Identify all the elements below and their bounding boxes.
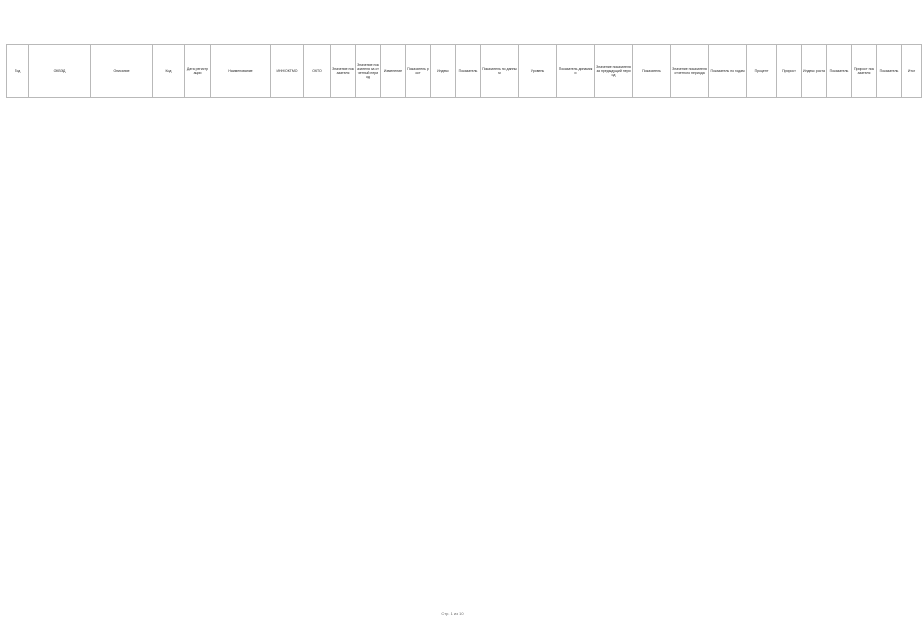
column-header: Наименование	[211, 45, 271, 98]
column-header: Код	[153, 45, 185, 98]
column-header: Показатель динамики	[557, 45, 595, 98]
column-header: Индекс роста	[802, 45, 827, 98]
column-header: Показатель	[827, 45, 852, 98]
column-header: Показатель	[877, 45, 902, 98]
column-header: Значение показателя	[331, 45, 356, 98]
column-header: Прирост	[777, 45, 802, 98]
column-header: Изменение	[381, 45, 406, 98]
column-header: Прирост показателя	[852, 45, 877, 98]
column-header: Процент	[747, 45, 777, 98]
column-header: Год	[7, 45, 29, 98]
column-header: Показатель	[456, 45, 481, 98]
column-header: ОКТО	[304, 45, 331, 98]
column-header: Значение показателя за отчетный период	[356, 45, 381, 98]
column-header: Итог	[902, 45, 922, 98]
page-footer: Стр. 1 из 10	[441, 611, 464, 616]
column-header: Описание	[91, 45, 153, 98]
column-header: ОКВЭД	[29, 45, 91, 98]
column-header: Показатель по годам	[709, 45, 747, 98]
column-header: Индекс	[431, 45, 456, 98]
column-header: Показатель	[633, 45, 671, 98]
column-header: Значение показателя за предыдущий период	[595, 45, 633, 98]
column-header: Показатель по данным	[481, 45, 519, 98]
column-header: Дата регистрации	[185, 45, 211, 98]
column-header: ИНН/ОКТМО	[271, 45, 304, 98]
table-header-row	[7, 45, 922, 98]
column-header: Значение показателя отчетного периода	[671, 45, 709, 98]
column-header: Показатель рост	[406, 45, 431, 98]
column-header: Уровень	[519, 45, 557, 98]
register-table	[6, 44, 922, 98]
